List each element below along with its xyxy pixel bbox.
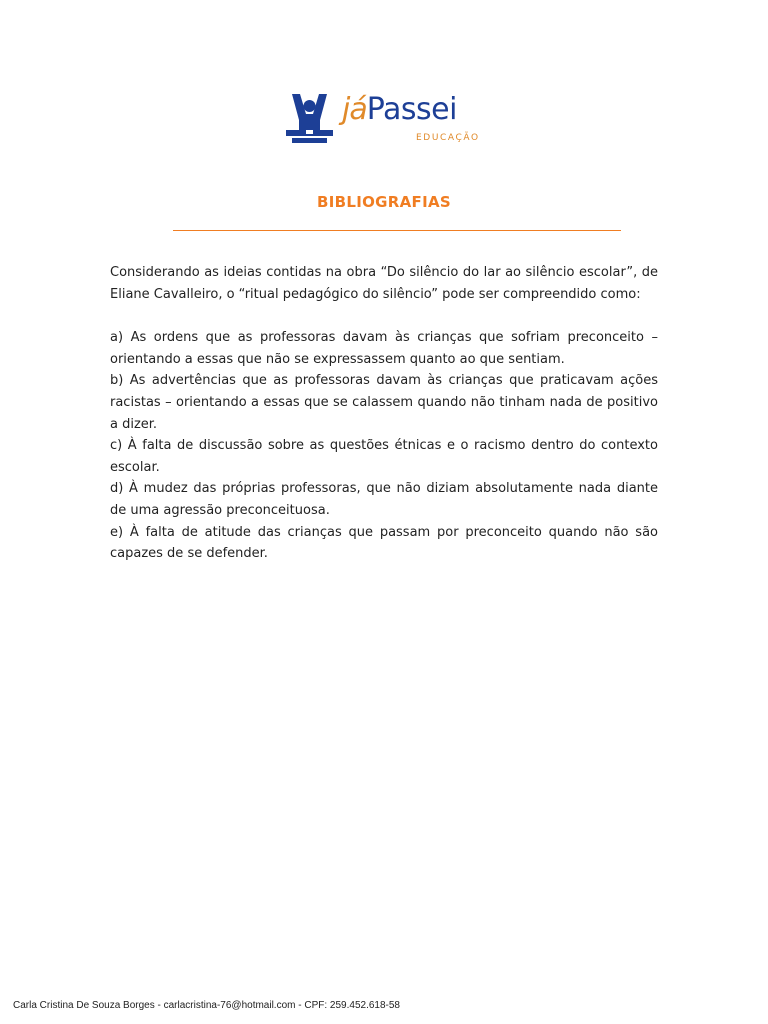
person-podium-icon [284,90,342,148]
logo-ja: já [342,92,367,127]
option-e: e) À falta de atitude das crianças que passam por preconceito quando não são capazes de se defender. [110,524,658,562]
logo-wordmark [342,92,457,127]
japassei-logo [284,90,484,148]
title-divider [173,230,621,231]
option-c: c) À falta de discussão sobre as questões étnicas e o racismo dentro do contexto escolar. [110,438,658,475]
question-stem: Considerando as ideias contidas na obra “Do silêncio do lar ao silêncio escolar”, de Eliane Cavalleiro, o “ritual pedagógico do silêncio” pode ser compreendido como: [110,265,658,302]
question-content [110,262,658,565]
option-b: b) As advertências que as professoras davam às crianças que praticavam ações racistas – orientando a essas que se calassem quando não tinham nada de positivo a dizer. [110,373,658,432]
option-a: a) As ordens que as professoras davam às crianças que sofriam preconceito – orientando a essas que não se expressassem quanto ao que sentiam. [110,330,658,367]
footer-watermark: Carla Cristina De Souza Borges - carlacristina-76@hotmail.com - CPF: 259.452.618-58 [13,1000,400,1011]
section-title: BIBLIOGRAFIAS [317,193,451,211]
logo-subtitle: EDUCAÇÃO [416,133,480,143]
option-d: d) À mudez das próprias professoras, que não diziam absolutamente nada diante de uma agressão preconceituosa. [110,481,658,518]
logo-passei: Passei [366,92,457,127]
